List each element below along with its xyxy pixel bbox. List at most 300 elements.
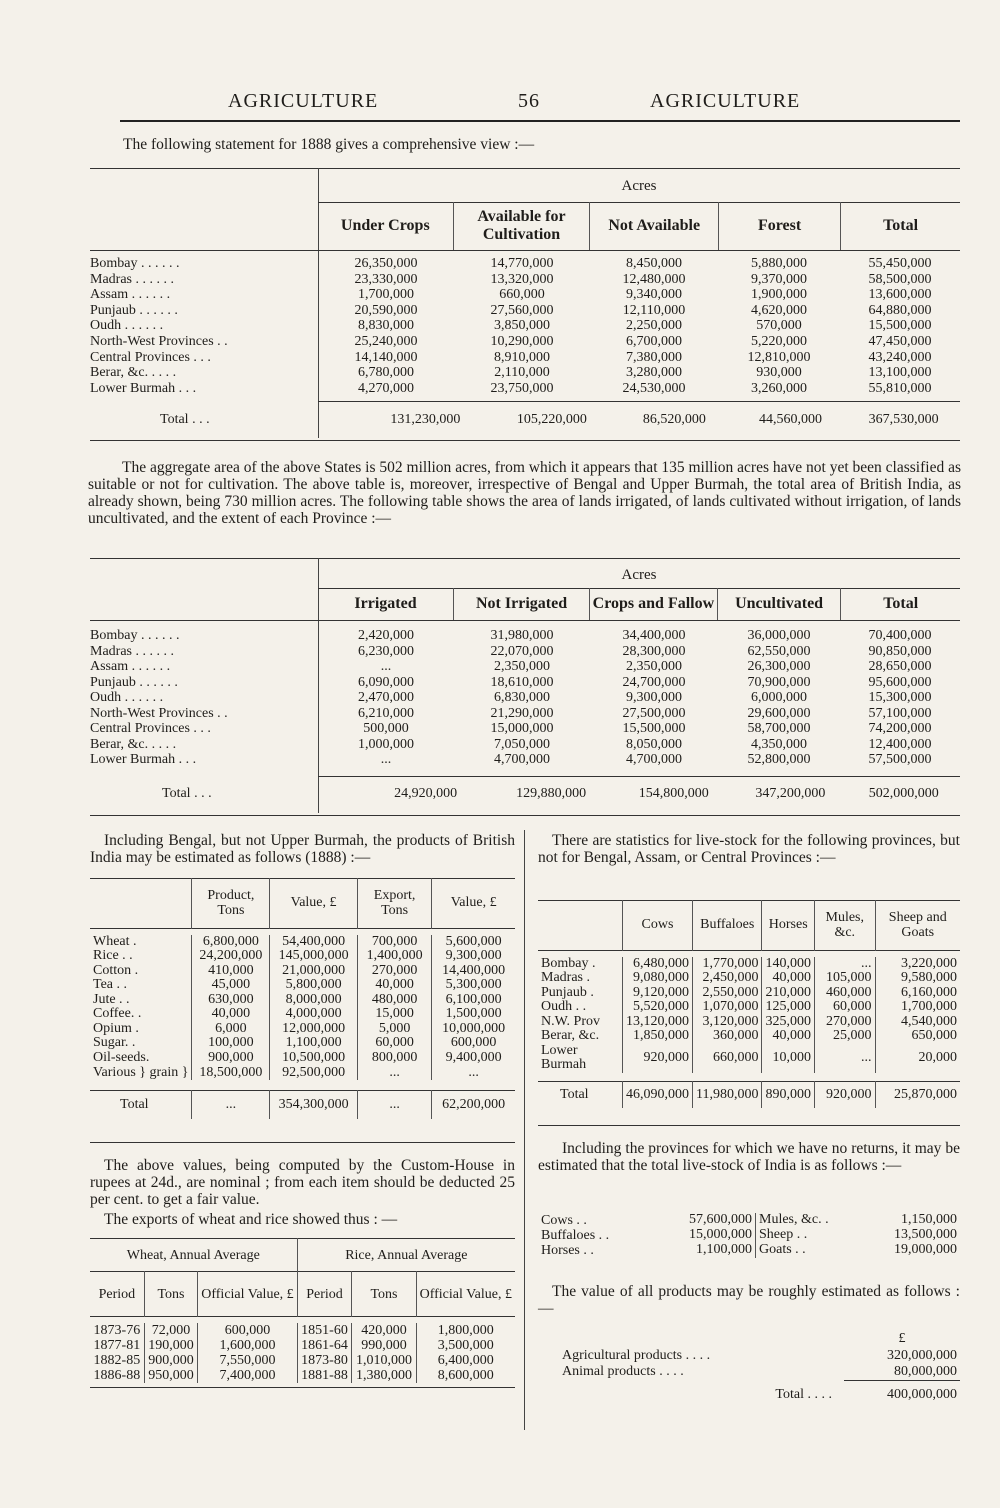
cell-value: 2,350,000 [494, 659, 550, 674]
total-value: Total [120, 1097, 149, 1112]
cell-value: 6,230,000 [358, 643, 414, 659]
cell-value: 990,000 [352, 1338, 416, 1353]
table-row [538, 957, 960, 972]
rice-group-header: Rice, Annual Average [297, 1239, 515, 1272]
animal-count: 13,500,000 [894, 1227, 957, 1243]
row-label: Lower Burmah . . . [90, 380, 197, 396]
value-products-table [538, 1330, 960, 1410]
column-header: Mules, &c. [814, 900, 875, 950]
column-header: Period [297, 1272, 352, 1317]
cell-value: 70,900,000 [747, 674, 811, 690]
table1-total-rule [318, 401, 960, 402]
cell-value: 100,000 [192, 1036, 270, 1051]
cell-value: 28,650,000 [868, 659, 932, 674]
cell-value: 1,700,000 [875, 1000, 960, 1015]
cell-value: 12,400,000 [868, 736, 932, 752]
row-label: Total . . . [160, 412, 210, 427]
row-label: Lower Burmah . . . [90, 752, 197, 767]
cell-value: 21,290,000 [490, 705, 554, 721]
table-row [90, 303, 960, 319]
cell-value: 3,850,000 [494, 318, 550, 334]
cell-value: ... [380, 752, 392, 767]
cell-value: 900,000 [144, 1353, 198, 1368]
product-name: Cotton . [93, 962, 139, 978]
cell-value: ... [357, 1065, 432, 1080]
cell-value: 800,000 [357, 1051, 432, 1066]
wheat-group-header: Wheat, Annual Average [126, 1247, 260, 1263]
cell-value: 1,770,000 [693, 957, 762, 972]
cell-value: 40,000 [357, 978, 432, 993]
cell-value: 5,300,000 [432, 978, 515, 993]
cell-value: 270,000 [814, 1015, 875, 1030]
cell-value: 60,000 [357, 1036, 432, 1051]
province-name: Oudh . . [541, 999, 587, 1014]
cell-value: 1,000,000 [358, 736, 414, 752]
animal-count: 1,100,000 [654, 1243, 756, 1258]
column-divider [524, 830, 525, 1430]
column-header-blank [538, 900, 623, 950]
cell-value: 2,110,000 [494, 365, 550, 381]
cell-value: ... [432, 1065, 515, 1080]
column-header: Value, £ [270, 878, 357, 928]
cell-value: 650,000 [875, 1029, 960, 1044]
cell-value: 9,400,000 [432, 1051, 515, 1066]
total-row [90, 1091, 515, 1120]
cell-value: 26,350,000 [354, 256, 418, 271]
table-row [538, 971, 960, 986]
paragraph-value-products: The value of all products may be roughly estimated as follows :— [538, 1283, 960, 1317]
cell-value: 367,530,000 [868, 412, 939, 427]
table-row [538, 1364, 960, 1380]
table-row [90, 350, 960, 366]
cell-value: ... [814, 1044, 875, 1073]
cell-value: 930,000 [756, 365, 802, 381]
cell-value: 25,240,000 [354, 333, 418, 349]
header-rule [120, 120, 960, 122]
product-category: Agricultural products . . . . [562, 1348, 711, 1363]
cell-value: 6,160,000 [875, 986, 960, 1001]
cell-value: 660,000 [499, 287, 545, 303]
cell-value: 129,880,000 [516, 786, 587, 801]
cell-value: 6,100,000 [432, 993, 515, 1008]
column-header: Product, Tons [192, 878, 270, 928]
cell-value: 27,560,000 [490, 302, 554, 318]
table2-total-rule [318, 776, 960, 777]
table-row [90, 1353, 515, 1368]
row-label: Central Provinces . . . [90, 721, 211, 736]
cell-value: 10,290,000 [490, 333, 554, 349]
paragraph-exports: The exports of wheat and rice showed thus : — [104, 1211, 398, 1228]
product-name: Rice . . [93, 948, 133, 963]
cell-value: 3,280,000 [626, 365, 682, 381]
table-row [90, 949, 515, 964]
total-value: 25,870,000 [875, 1081, 960, 1108]
cell-value: 1,100,000 [270, 1036, 357, 1051]
cell-value: 2,420,000 [358, 628, 414, 643]
cell-value: 72,000 [144, 1323, 198, 1338]
running-head-left: AGRICULTURE [228, 90, 379, 112]
cell-value: 9,300,000 [432, 949, 515, 964]
product-value: 320,000,000 [887, 1347, 957, 1363]
row-label: Madras . . . . . . [90, 271, 174, 287]
cell-value: 190,000 [144, 1338, 198, 1353]
cell-value: 3,500,000 [416, 1338, 515, 1353]
cell-value: 4,000,000 [270, 1007, 357, 1022]
animal-count: 19,000,000 [894, 1242, 957, 1258]
province-name: Lower Burmah [541, 1042, 587, 1072]
row-label: North-West Provinces . . [90, 333, 228, 349]
cell-value: 45,000 [192, 978, 270, 993]
cell-value: 420,000 [352, 1323, 416, 1338]
cell-value: 70,400,000 [868, 628, 932, 643]
table-row [90, 993, 515, 1008]
table-row [90, 1022, 515, 1037]
table-row [90, 737, 960, 753]
cell-value: 410,000 [192, 964, 270, 979]
cell-value: 2,250,000 [626, 318, 682, 334]
cell-value: 20,000 [875, 1044, 960, 1073]
row-label: Bombay . . . . . . [90, 256, 180, 271]
cell-value: 347,200,000 [755, 786, 826, 801]
cell-value: 8,450,000 [626, 256, 682, 271]
cell-value: 1881-88 [297, 1368, 352, 1383]
cell-value: 1877-81 [93, 1338, 141, 1353]
total-value: 890,000 [762, 1081, 815, 1108]
cell-value: 14,400,000 [432, 964, 515, 979]
table-row [538, 1044, 960, 1073]
cell-value: 40,000 [762, 1029, 815, 1044]
column-header: Tons [352, 1272, 416, 1317]
product-name: Tea . . [93, 977, 128, 992]
cell-value: 700,000 [357, 935, 432, 950]
table-row [538, 986, 960, 1001]
cell-value: 40,000 [192, 1007, 270, 1022]
cell-value: 23,330,000 [354, 271, 418, 287]
livestock-table [538, 900, 960, 1108]
row-label: Berar, &c. . . . . [90, 736, 177, 752]
cell-value: 9,340,000 [626, 287, 682, 303]
cell-value: 5,520,000 [623, 1000, 693, 1015]
table-row [90, 935, 515, 950]
cell-value: 6,000 [192, 1022, 270, 1037]
column-header: Period [98, 1286, 136, 1302]
total-value: 920,000 [814, 1081, 875, 1108]
product-name: Sugar. . [93, 1035, 136, 1050]
cell-value: 125,000 [762, 1000, 815, 1015]
cell-value: 28,300,000 [622, 643, 686, 659]
table-row [90, 334, 960, 350]
page-number: 56 [518, 90, 540, 112]
cell-value: 1,070,000 [693, 1000, 762, 1015]
cell-value: 10,000 [762, 1044, 815, 1073]
cell-value: 4,620,000 [751, 302, 807, 318]
cell-value: 13,320,000 [490, 271, 554, 287]
total-row [538, 1081, 960, 1108]
cell-value: 58,500,000 [868, 271, 932, 287]
column-header: Export, Tons [357, 878, 432, 928]
cell-value: 1886-88 [93, 1368, 141, 1383]
cell-value: 4,700,000 [494, 752, 550, 767]
cell-value: 12,110,000 [622, 302, 686, 318]
cell-value: 2,550,000 [693, 986, 762, 1001]
cell-value: 6,700,000 [626, 333, 682, 349]
cell-value: 1,800,000 [416, 1323, 515, 1338]
cell-value: 270,000 [357, 964, 432, 979]
cell-value: 5,800,000 [270, 978, 357, 993]
table-row [538, 1243, 960, 1258]
table-row [90, 644, 960, 660]
cell-value: 1873-80 [297, 1353, 352, 1368]
animal-name: Buffaloes . . [541, 1228, 610, 1243]
product-category: Animal products . . . . [562, 1364, 684, 1379]
cell-value: 57,500,000 [868, 752, 932, 767]
cell-value: 105,220,000 [516, 412, 587, 427]
animal-name: Horses . . [541, 1243, 594, 1258]
cell-value: 1,600,000 [198, 1338, 297, 1353]
table-row [538, 1228, 960, 1243]
intro-text: The following statement for 1888 gives a comprehensive view :— [123, 136, 535, 153]
exports-table [90, 1238, 515, 1388]
total-value: 354,300,000 [270, 1091, 357, 1120]
column-header: Horses [762, 900, 815, 950]
cell-value: ... [380, 659, 392, 674]
column-header: Cows [623, 900, 693, 950]
table2-header-rule [90, 620, 960, 621]
cell-value: 6,800,000 [192, 935, 270, 950]
table-row [90, 1051, 515, 1066]
table-row [90, 978, 515, 993]
cell-value: 92,500,000 [270, 1065, 357, 1080]
product-name: Coffee. . [93, 1006, 142, 1021]
column-header: Forest [719, 202, 841, 250]
column-header: Total [841, 202, 960, 250]
total-value: 400,000,000 [844, 1380, 960, 1410]
column-header: Under Crops [340, 217, 430, 234]
row-label: Assam . . . . . . [90, 659, 171, 674]
cell-value: 1,010,000 [352, 1353, 416, 1368]
cell-value: 6,780,000 [358, 365, 414, 381]
paragraph-livestock: There are statistics for live-stock for the following provinces, but not for Bengal, Assam, or Central Provinces :— [538, 832, 960, 866]
table-row [538, 1015, 960, 1030]
product-name: Oil-seeds. [93, 1049, 150, 1065]
paragraph-products: Including Bengal, but not Upper Burmah, the products of British India may be estimated as follows (1888) :— [90, 832, 515, 866]
cell-value: 5,880,000 [751, 256, 807, 271]
cell-value: 34,400,000 [622, 628, 686, 643]
cell-value: 43,240,000 [868, 349, 932, 365]
cell-value: 95,600,000 [868, 674, 932, 690]
cell-value: 4,540,000 [875, 1015, 960, 1030]
table2-top-rule [90, 558, 960, 559]
cell-value: 7,380,000 [626, 349, 682, 365]
animal-name: Mules, &c. . [759, 1212, 829, 1228]
cell-value: 12,000,000 [270, 1022, 357, 1037]
cell-value: 24,200,000 [192, 949, 270, 964]
table-row [90, 272, 960, 288]
cell-value: 74,200,000 [868, 721, 932, 736]
cell-value: 8,000,000 [270, 993, 357, 1008]
table-row [538, 1029, 960, 1044]
cell-value: 9,370,000 [751, 271, 807, 287]
table-row [90, 1065, 515, 1080]
cell-value: 15,300,000 [868, 690, 932, 705]
cell-value: 55,810,000 [868, 380, 932, 396]
cell-value: 1,400,000 [357, 949, 432, 964]
cell-value: 2,470,000 [358, 690, 414, 705]
cell-value: 18,610,000 [490, 674, 554, 690]
column-header: Uncultivated [717, 588, 841, 620]
currency-symbol: £ [898, 1331, 906, 1346]
cell-value: 3,260,000 [751, 380, 807, 396]
table-row [90, 256, 960, 272]
animal-count: 1,150,000 [901, 1212, 957, 1228]
table1-bottom-rule [90, 440, 960, 441]
cell-value: 24,920,000 [394, 786, 458, 801]
total-value: 46,090,000 [623, 1081, 693, 1108]
cell-value: 131,230,000 [390, 412, 461, 427]
table-row [90, 1368, 515, 1383]
column-header: Irrigated [354, 595, 417, 612]
cell-value: 5,600,000 [432, 935, 515, 950]
total-row [538, 1380, 960, 1410]
table1-header [318, 202, 960, 250]
cell-value: 154,800,000 [638, 786, 709, 801]
column-header: Available for Cultivation [453, 202, 590, 250]
cell-value: 8,830,000 [358, 318, 414, 334]
row-label: North-West Provinces . . [90, 705, 228, 721]
row-label: Oudh . . . . . . [90, 318, 164, 334]
product-value: 80,000,000 [894, 1363, 957, 1379]
column-header-blank [90, 878, 192, 928]
table-row [90, 1338, 515, 1353]
cell-value: 2,450,000 [693, 971, 762, 986]
cell-value: 1873-76 [93, 1323, 141, 1338]
cell-value: 7,550,000 [198, 1353, 297, 1368]
table-row [90, 381, 960, 397]
cell-value: 7,400,000 [198, 1368, 297, 1383]
table-row [90, 1036, 515, 1051]
paragraph-total-livestock: Including the provinces for which we have no returns, it may be estimated that the total live-stock of India is as follows :— [538, 1140, 960, 1174]
cell-value: 27,500,000 [622, 705, 686, 721]
cell-value: 24,530,000 [622, 380, 686, 396]
livestock-bottom-rule [538, 1125, 960, 1126]
column-header: Sheep and Goats [875, 900, 960, 950]
cell-value: 90,850,000 [868, 643, 932, 659]
cell-value: 950,000 [144, 1368, 198, 1383]
row-label: Oudh . . . . . . [90, 690, 164, 705]
cell-value: 9,120,000 [623, 986, 693, 1001]
row-label: Assam . . . . . . [90, 287, 171, 303]
table2-bottom-rule [90, 815, 960, 816]
cell-value: 920,000 [623, 1044, 693, 1073]
table1-top-rule [90, 168, 960, 169]
cell-value: 57,100,000 [868, 705, 932, 721]
cell-value: 460,000 [814, 986, 875, 1001]
province-name: Punjaub . [541, 984, 594, 1000]
cell-value: 58,700,000 [747, 721, 811, 736]
cell-value: 660,000 [693, 1044, 762, 1073]
table-row [90, 318, 960, 334]
animal-name: Sheep . . [759, 1227, 808, 1243]
table-row [538, 1348, 960, 1364]
cell-value: 5,000 [357, 1022, 432, 1037]
column-header: Value, £ [432, 878, 515, 928]
cell-value: 6,400,000 [416, 1353, 515, 1368]
cell-value: 500,000 [363, 721, 409, 736]
livestock-total-table [538, 1213, 960, 1258]
table1-header-rule [90, 250, 960, 251]
cell-value: 1,700,000 [358, 287, 414, 303]
cell-value: 60,000 [814, 1000, 875, 1015]
table-row [90, 1007, 515, 1022]
province-name: N.W. Prov [541, 1013, 600, 1029]
cell-value: 47,450,000 [868, 333, 932, 349]
cell-value: 54,400,000 [270, 935, 357, 950]
cell-value: 1,900,000 [751, 287, 807, 303]
table-row [90, 721, 960, 737]
column-header: Buffaloes [693, 900, 762, 950]
running-head-right: AGRICULTURE [650, 90, 801, 112]
row-label: Berar, &c. . . . . [90, 365, 177, 381]
cell-value: 9,580,000 [875, 971, 960, 986]
cell-value: 145,000,000 [270, 949, 357, 964]
products-table [90, 878, 515, 1119]
cell-value: 12,810,000 [747, 349, 811, 365]
table-row [90, 412, 960, 427]
cell-value: 23,750,000 [490, 380, 554, 396]
product-name: Jute . . [93, 991, 130, 1007]
cell-value: 8,600,000 [416, 1368, 515, 1383]
cell-value: 570,000 [756, 318, 802, 334]
table-row [90, 675, 960, 691]
paragraph-aggregate: The aggregate area of the above States is 502 million acres, from which it appears that 135 million acres have not yet been classified as suitable or not for cultivation. The above table is, moreover, irrespective of Bengal and Upper Burmah, the total area of British India, as already shown, being 730 million acres. The following table shows the area of lands irrigated, of lands cultivated without irrigation, of lands uncultivated, and the extent of each Province :— [88, 459, 961, 527]
cell-value: 1882-85 [93, 1353, 141, 1368]
row-label: Madras . . . . . . [90, 643, 174, 659]
cell-value: 14,140,000 [354, 349, 418, 365]
cell-value: 210,000 [762, 986, 815, 1001]
cell-value: 6,090,000 [358, 674, 414, 690]
cell-value: 22,070,000 [490, 643, 554, 659]
cell-value: 10,500,000 [270, 1051, 357, 1066]
row-label: Total . . . [162, 786, 212, 801]
row-label: Punjaub . . . . . . [90, 674, 178, 690]
table2-header [318, 588, 960, 620]
cell-value: 21,000,000 [270, 964, 357, 979]
product-name: Opium . [93, 1020, 139, 1036]
cell-value: 2,350,000 [626, 659, 682, 674]
cell-value: 600,000 [432, 1036, 515, 1051]
cell-value: 13,100,000 [868, 365, 932, 381]
cell-value: 13,120,000 [623, 1015, 693, 1030]
province-name: Berar, &c. [541, 1028, 600, 1043]
cell-value: 5,220,000 [751, 333, 807, 349]
table-row [90, 365, 960, 381]
column-header: Official Value, £ [416, 1272, 515, 1317]
cell-value: 1851-60 [297, 1323, 352, 1338]
cell-value: 8,910,000 [494, 349, 550, 365]
cell-value: 502,000,000 [868, 786, 939, 801]
table-row [90, 786, 960, 801]
cell-value: 44,560,000 [758, 412, 822, 427]
cell-value: 4,700,000 [626, 752, 682, 767]
cell-value: 9,080,000 [623, 971, 693, 986]
table2-group: Acres [621, 567, 657, 583]
cell-value: 14,770,000 [490, 256, 554, 271]
cell-value: 15,000,000 [490, 721, 554, 736]
table-row [90, 964, 515, 979]
total-value: ... [357, 1091, 432, 1120]
total-value: 62,200,000 [432, 1091, 515, 1120]
cell-value: 105,000 [814, 971, 875, 986]
